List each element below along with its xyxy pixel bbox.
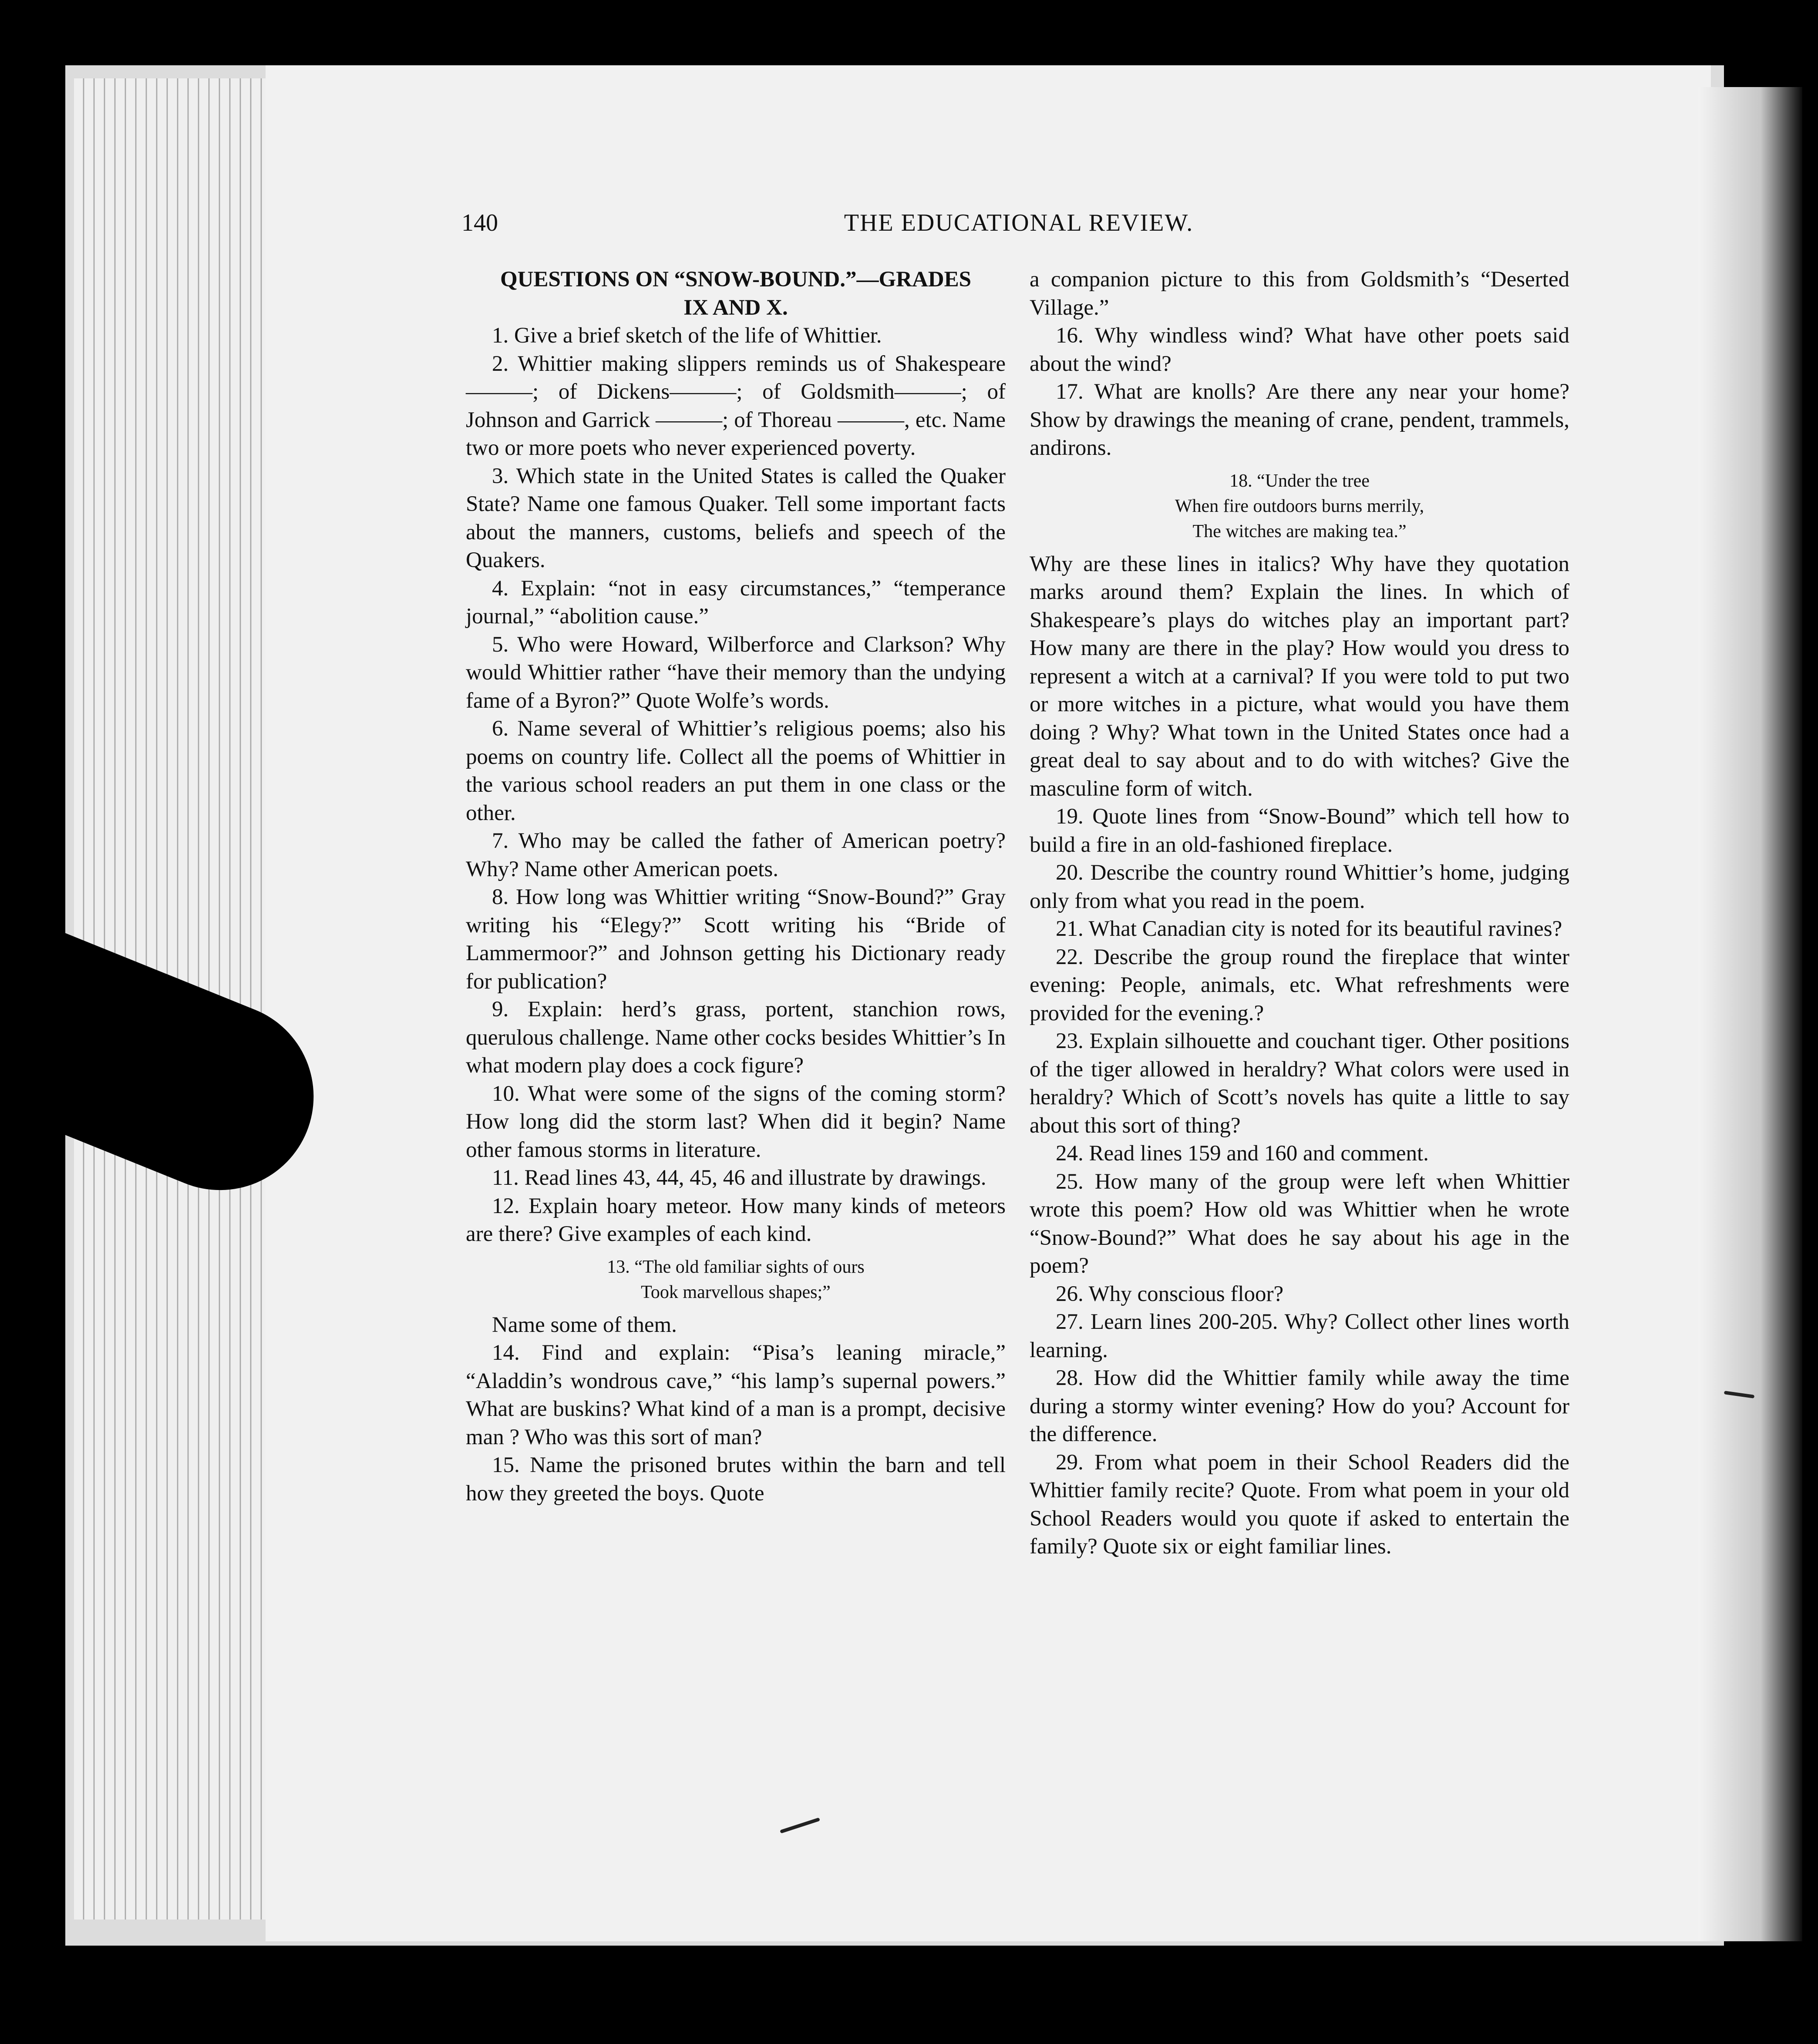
question-paragraph: a companion picture to this from Goldsmith’s “Deserted Village.” [1030,267,1569,320]
left-column [466,266,1006,1507]
page-number: 140 [461,209,498,236]
quote-line: When fire outdoors burns merrily, [1175,496,1424,516]
article-title-line2: IX AND X. [683,295,788,320]
question-paragraph: 22. Describe the group round the fireplace that winter evening: People, animals, etc. What refreshments were provided for the evening.? [1030,945,1569,1025]
question-paragraph: Name some of them. [492,1312,677,1337]
question-paragraph: 24. Read lines 159 and 160 and comment. [1056,1141,1429,1166]
question-paragraph: Why are these lines in italics? Why have they quotation marks around them? Explain the lines. In which of Shakespeare’s plays do witches play an important part? How many are there in the play? How would you dress to represent a witch at a carnival? If you were told to put two or more witches in a picture, what would you have them doing ? Why? What town in the United States once had a great deal to say about and to do with witches? Give the masculine form of witch. [1030,551,1569,801]
question-paragraph: 10. What were some of the signs of the coming storm? How long did the storm last? When did it begin? Name other famous storms in literature. [466,1081,1006,1162]
question-paragraph: 7. Who may be called the father of American poetry? Why? Name other American poets. [466,829,1006,881]
quote-line: 13. “The old familiar sights of ours [607,1257,865,1277]
right-paragraphs-after [1030,550,1569,1561]
question-paragraph: 15. Name the prisoned brutes within the barn and tell how they greeted the boys. Quote [466,1453,1006,1506]
question-paragraph: 9. Explain: herd’s grass, portent, stanchion rows, querulous challenge. Name other cocks besides Whittier’s In what modern play does a cock figure? [466,997,1006,1078]
question-paragraph: 8. How long was Whittier writing “Snow-Bound?” Gray writing his “Elegy?” Scott writing his “Bride of Lammermoor?” and Johnson getting his Dictionary ready for publication? [466,885,1006,994]
left-paragraphs [466,322,1006,1248]
right-column [1030,266,1569,1561]
question-paragraph: 29. From what poem in their School Readers did the Whittier family recite? Quote. From what poem in your old School Readers would you quote if asked to entertain the family? Quote six or eight familiar lines. [1030,1450,1569,1559]
running-title: THE EDUCATIONAL REVIEW. [844,209,1194,236]
question-paragraph: 3. Which state in the United States is called the Quaker State? Name one famous Quaker. Tell some important facts about the manners, customs, beliefs and speech of the Quakers. [466,464,1006,572]
question-paragraph: 6. Name several of Whittier’s religious poems; also his poems on country life. Collect all the poems of Whittier in the various school readers an put them in one class or the other. [466,716,1006,825]
article-title [466,266,1006,322]
question-paragraph: 23. Explain silhouette and couchant tiger. Other positions of the tiger allowed in heraldry? What colors were used in heraldry? Which of Scott’s novels has quite a little to say about this sort of thing? [1030,1029,1569,1138]
right-paragraphs [1030,266,1569,462]
question-paragraph: 16. Why windless wind? What have other poets said about the wind? [1030,323,1569,376]
question-paragraph: 19. Quote lines from “Snow-Bound” which tell how to build a fire in an old-fashioned fireplace. [1030,804,1569,857]
question-paragraph: 5. Who were Howard, Wilberforce and Clarkson? Why would Whittier rather “have their memory than the undying fame of a Byron?” Quote Wolfe’s words. [466,632,1006,713]
question-paragraph: 27. Learn lines 200-205. Why? Collect other lines worth learning. [1030,1310,1569,1362]
question-paragraph: 21. What Canadian city is noted for its beautiful ravines? [1056,917,1562,941]
question-paragraph: 26. Why conscious floor? [1056,1281,1284,1306]
quote-13 [466,1254,1006,1305]
question-paragraph: 20. Describe the country round Whittier’s home, judging only from what you read in the poem. [1030,861,1569,913]
question-paragraph: 17. What are knolls? Are there any near your home? Show by drawings the meaning of crane, pendent, trammels, andirons. [1030,380,1569,460]
quote-line: 18. “Under the tree [1229,471,1370,491]
question-paragraph: 12. Explain hoary meteor. How many kinds of meteors are there? Give examples of each kind. [466,1193,1006,1246]
question-paragraph: 1. Give a brief sketch of the life of Whittier. [492,323,882,348]
quote-line: The witches are making tea.” [1192,521,1407,541]
left-paragraphs-after [466,1311,1006,1508]
question-paragraph: 28. How did the Whittier family while away the time during a stormy winter evening? How do you? Account for the difference. [1030,1366,1569,1446]
question-paragraph: 4. Explain: “not in easy circumstances,” “temperance journal,” “abolition cause.” [466,576,1006,629]
question-paragraph: 11. Read lines 43, 44, 45, 46 and illustrate by drawings. [492,1166,986,1190]
quote-line: Took marvellous shapes;” [641,1282,831,1302]
next-page-curl [1698,87,1802,1941]
question-paragraph: 25. How many of the group were left when Whittier wrote this poem? How old was Whittier when he wrote “Snow-Bound?” What does he say about his age in the poem? [1030,1169,1569,1278]
question-paragraph: 2. Whittier making slippers reminds us of Shakespeare ———; of Dickens———; of Goldsmith———; of Johnson and Garrick ———; of Thoreau ———, etc. Name two or more poets who never experienced poverty. [466,351,1006,460]
question-paragraph: 14. Find and explain: “Pisa’s leaning miracle,” “Aladdin’s wondrous cave,” “his lamp’s supernal powers.” What are buskins? What kind of a man is a prompt, decisive man ? Who was this sort of man? [466,1341,1006,1449]
page-header [461,209,1576,244]
article-title-line1: QUESTIONS ON “SNOW-BOUND.”—GRADES [500,267,972,292]
quote-18 [1030,468,1569,544]
